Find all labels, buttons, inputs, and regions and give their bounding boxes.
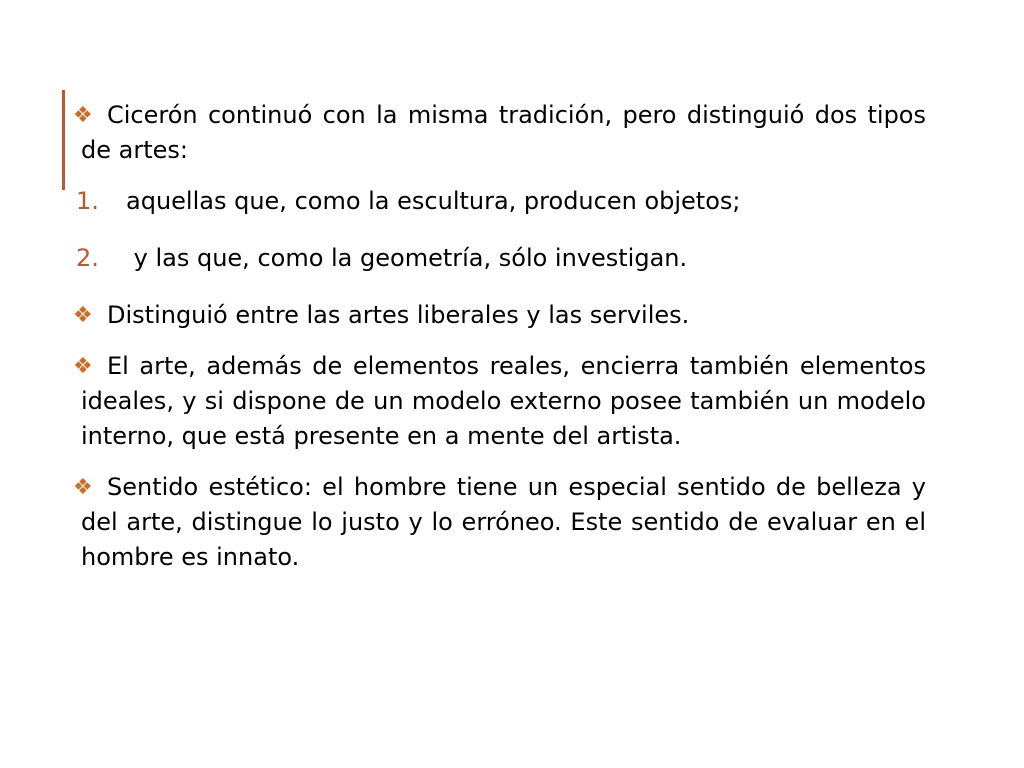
bullet-text: Sentido estético: el hombre tiene un especial sentido de belleza y del arte, distingue lo justo y lo erróneo. Este sentido de evaluar en el hombre es innato. <box>81 473 926 571</box>
bullet-text: El arte, además de elementos reales, encierra también elementos ideales, y si dispone de un modelo externo posee también un modelo interno, que está presente en a mente del artista. <box>81 352 926 450</box>
bullet-item-ciceron <box>70 98 926 168</box>
numbered-item-1 <box>70 184 926 219</box>
numbered-text: y las que, como la geometría, sólo investigan. <box>126 244 688 272</box>
diamond-bullet-icon: ❖ <box>73 303 93 328</box>
numbered-item-2 <box>70 241 926 276</box>
bullet-item-liberales <box>70 298 926 333</box>
slide-content <box>70 98 926 591</box>
diamond-bullet-icon: ❖ <box>73 103 93 128</box>
diamond-bullet-icon: ❖ <box>73 354 93 379</box>
bullet-text: Cicerón continuó con la misma tradición, pero distinguió dos tipos de artes: <box>81 101 926 164</box>
item-number: 2. <box>76 244 99 272</box>
item-number: 1. <box>76 187 99 215</box>
diamond-bullet-icon: ❖ <box>73 475 93 500</box>
bullet-item-sentido-estetico <box>70 470 926 575</box>
bullet-text: Distinguió entre las artes liberales y las serviles. <box>107 301 690 329</box>
numbered-text: aquellas que, como la escultura, producen objetos; <box>126 187 741 215</box>
bullet-item-arte <box>70 349 926 454</box>
accent-bar <box>62 90 65 190</box>
